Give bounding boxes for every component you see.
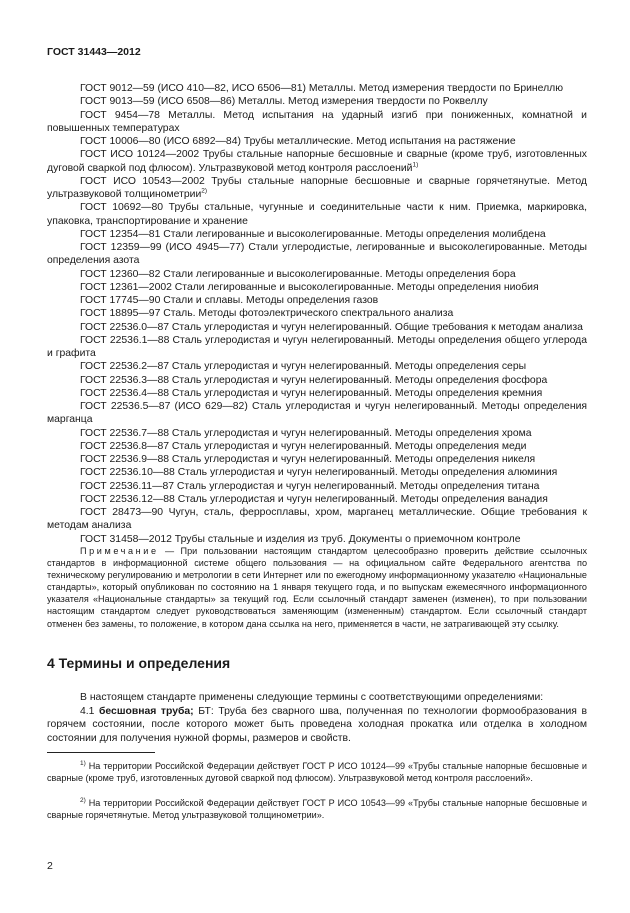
reference-item: ГОСТ 22536.8—87 Сталь углеродистая и чугун нелегированный. Методы определения меди xyxy=(80,440,527,452)
reference-item: ГОСТ 22536.5—87 (ИСО 629—82) Сталь углеродистая и чугун нелегированный. Методы определения марганца xyxy=(47,401,587,426)
note-paragraph xyxy=(47,545,587,630)
reference-text: ГОСТ ИСО 10543—2002 Трубы стальные напорные бесшовные и сварные горячетянутые. Метод ультразвуковой толщинометрии xyxy=(47,175,587,200)
reference-item: ГОСТ 22536.12—88 Сталь углеродистая и чугун нелегированный. Методы определения ванадия xyxy=(80,493,548,505)
footnote-paragraph xyxy=(47,797,587,821)
section-heading: 4 Термины и определения xyxy=(47,655,231,671)
reference-item: ГОСТ 22536.10—88 Сталь углеродистая и чугун нелегированный. Методы определения алюминия xyxy=(80,467,558,479)
reference-item: ГОСТ 12354—81 Стали легированные и высоколегированные. Методы определения молибдена xyxy=(80,228,546,240)
footnote-2 xyxy=(47,797,587,821)
page-number: 2 xyxy=(47,860,53,872)
reference-item: ГОСТ 22536.3—88 Сталь углеродистая и чугун нелегированный. Методы определения фосфора xyxy=(80,374,548,386)
reference-item xyxy=(47,148,587,175)
document-header: ГОСТ 31443—2012 xyxy=(47,46,141,58)
reference-item: ГОСТ 22536.2—87 Сталь углеродистая и чугун нелегированный. Методы определения серы xyxy=(80,361,527,373)
reference-item: ГОСТ 17745—90 Стали и сплавы. Методы определения газов xyxy=(80,295,379,306)
footnote-divider xyxy=(47,752,155,753)
intro-paragraph: В настоящем стандарте применены следующие термины с соответствующими определениями: xyxy=(80,692,544,703)
footnote-mark: 1) xyxy=(80,759,86,767)
reference-item: ГОСТ 22536.4—88 Сталь углеродистая и чугун нелегированный. Методы определения кремния xyxy=(80,387,543,399)
reference-item: ГОСТ 22536.9—88 Сталь углеродистая и чугун нелегированный. Методы определения никеля xyxy=(80,454,536,465)
note-label: Примечание xyxy=(80,546,159,556)
reference-item: ГОСТ 22536.11—87 Сталь углеродистая и чугун нелегированный. Методы определения титана xyxy=(80,480,540,492)
reference-item: ГОСТ 12361—2002 Стали легированные и высоколегированные. Методы определения ниобия xyxy=(80,281,539,293)
term-name: бесшовная труба; xyxy=(99,705,194,717)
reference-item: ГОСТ 28473—90 Чугун, сталь, ферросплавы, хром, марганец металлические. Общие требования к методам анализа xyxy=(47,507,587,532)
footnote-text: На территории Российской Федерации действует ГОСТ Р ИСО 10543—99 «Трубы стальные напорные бесшовные и сварные горячетянутые. Метод ультразвуковой толщинометрии». xyxy=(47,798,587,821)
note-text: — При пользовании настоящим стандартом целесообразно проверить действие ссылочных стандартов в информационной системе общего пользования — на официальном сайте Федерального агентства по техническому регулированию и метрологии в сети Интернет или по ежегодному информационному указателю «Национальные стандарты», который опубликован по состоянию на 1 января текущего года, и по выпускам ежемесячного информационного указателя «Национальные стандарты» за текущий год. Если ссылочный стандарт заменен (изменен), то при пользовании настоящим стандартом следует руководствоваться заменяющим (измененным) стандартом. Если ссылочный стандарт отменен без замены, то положение, в котором дана ссылка на него, применяется в части, не затрагивающей эту ссылку. xyxy=(47,546,587,629)
reference-item: ГОСТ 9012—59 (ИСО 410—82, ИСО 6506—81) Металлы. Метод измерения твердости по Бринеллю xyxy=(80,83,564,94)
reference-text: ГОСТ ИСО 10124—2002 Трубы стальные напорные бесшовные и сварные (кроме труб, изготовленных дуговой сваркой под флюсом). Ультразвуковой метод контроля расслоений xyxy=(47,149,587,174)
term-definition xyxy=(47,705,587,746)
reference-item: ГОСТ 22536.7—88 Сталь углеродистая и чугун нелегированный. Методы определения хрома xyxy=(80,427,532,439)
footnote-text: На территории Российской Федерации действует ГОСТ Р ИСО 10124—99 «Трубы стальные напорные бесшовные и сварные (кроме труб, изготовленных дуговой сваркой под флюсом). Ультразвуковой метод контроля расслоений». xyxy=(47,761,587,784)
footnote-mark: 2) xyxy=(80,796,86,804)
reference-item: ГОСТ 9013—59 (ИСО 6508—86) Металлы. Метод измерения твердости по Роквеллу xyxy=(80,96,488,108)
reference-item xyxy=(47,175,587,202)
footnote-1 xyxy=(47,760,587,784)
reference-item: ГОСТ 9454—78 Металлы. Метод испытания на ударный изгиб при пониженных, комнатной и повышенных температурах xyxy=(47,109,587,134)
reference-item: ГОСТ 10692—80 Трубы стальные, чугунные и соединительные части к ним. Приемка, маркировка, упаковка, транспортирование и хранение xyxy=(47,202,587,227)
footnote-ref-1: 1) xyxy=(412,161,419,169)
section-body xyxy=(47,691,587,745)
reference-item: ГОСТ 10006—80 (ИСО 6892—84) Трубы металлические. Метод испытания на растяжение xyxy=(80,136,516,147)
reference-item: ГОСТ 12359—99 (ИСО 4945—77) Стали углеродистые, легированные и высоколегированные. Методы определения азота xyxy=(47,242,587,267)
reference-item: ГОСТ 18895—97 Сталь. Методы фотоэлектрического спектрального анализа xyxy=(80,308,454,320)
note-block xyxy=(47,545,587,630)
reference-item: ГОСТ 22536.1—88 Сталь углеродистая и чугун нелегированный. Методы определения общего углерода и графита xyxy=(47,334,587,359)
reference-item: ГОСТ 31458—2012 Трубы стальные и изделия из труб. Документы о приемочном контроле xyxy=(80,533,521,545)
term-number: 4.1 xyxy=(80,705,99,717)
reference-list xyxy=(47,82,587,546)
reference-item: ГОСТ 22536.0—87 Сталь углеродистая и чугун нелегированный. Общие требования к методам анализа xyxy=(80,321,583,333)
footnote-paragraph xyxy=(47,760,587,784)
term-text: БТ: Труба без сварного шва, полученная по технологии формообразования в горячем состоянии, после которого может быть проведена холодная прокатка или отделка в холодном состоянии для получения нужной формы, размеров и свойств. xyxy=(47,705,587,744)
reference-item: ГОСТ 12360—82 Стали легированные и высоколегированные. Методы определения бора xyxy=(80,268,516,280)
footnote-ref-2: 2) xyxy=(201,187,208,195)
